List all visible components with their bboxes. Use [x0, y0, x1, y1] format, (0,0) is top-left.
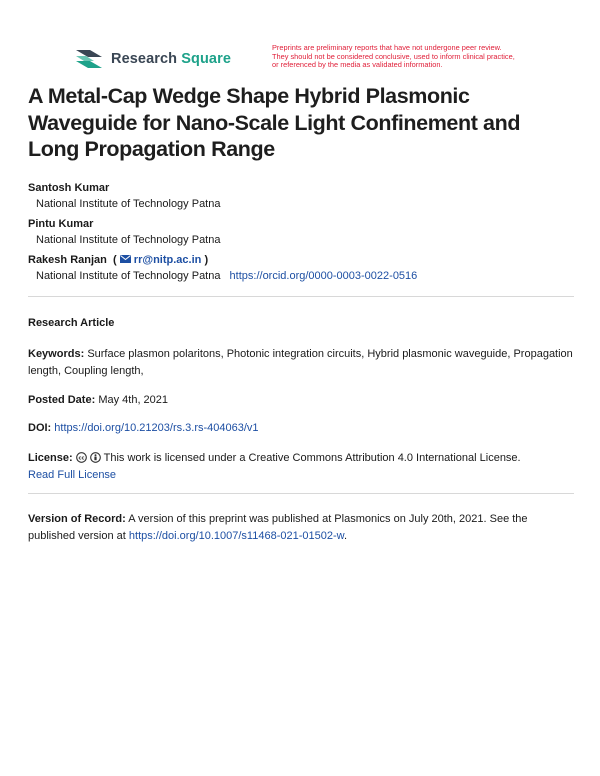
author-affiliation: National Institute of Technology Patna	[36, 198, 221, 210]
notice-line: They should not be considered conclusive, used to inform clinical practice,	[272, 51, 515, 61]
cc-icon	[76, 452, 87, 463]
brand-primary: Research	[111, 51, 178, 67]
paper-title: A Metal-Cap Wedge Shape Hybrid Plasmonic Waveguide for Nano-Scale Light Confinement and Long Propagation Range	[28, 84, 521, 161]
notice-line: or referenced by the media as validated information.	[272, 60, 443, 70]
posted-date	[28, 392, 574, 409]
keywords	[28, 346, 574, 380]
author-affiliation: National Institute of Technology Patna	[36, 234, 221, 246]
svg-text:cc: cc	[78, 455, 85, 462]
version-of-record-link[interactable]: https://doi.org/10.1007/s11468-021-01502-w	[128, 530, 344, 542]
author-affiliation-row	[28, 268, 578, 288]
research-square-logo[interactable]	[74, 48, 231, 70]
doi	[28, 420, 574, 437]
license-label: License:	[28, 452, 73, 464]
author-affiliation: National Institute of Technology Patna	[36, 270, 221, 282]
version-of-record-suffix: .	[343, 530, 348, 542]
paren-open: (	[109, 254, 117, 266]
divider	[28, 296, 574, 297]
author-name-with-email	[28, 252, 578, 268]
article-type-label: Research Article	[28, 317, 115, 329]
author-name: Pintu Kumar	[28, 218, 94, 230]
doi-link[interactable]: https://doi.org/10.21203/rs.3.rs-404063/v1	[54, 422, 259, 434]
notice-line: Preprints are preliminary reports that have not undergone peer review.	[272, 43, 502, 52]
paren-close: )	[204, 254, 209, 266]
orcid-link[interactable]: https://orcid.org/0000-0003-0022-0516	[229, 270, 418, 282]
author-email: rr@nitp.ac.in	[133, 254, 202, 266]
author-list	[28, 180, 578, 288]
article-type	[28, 315, 574, 332]
research-square-logo-icon	[74, 48, 104, 70]
version-of-record-text: A version of this preprint was published at Plasmonics on July 20th, 2021. See the published version at	[28, 513, 528, 542]
posted-date-label: Posted Date:	[28, 394, 96, 406]
preprint-notice	[272, 44, 572, 70]
envelope-icon	[120, 255, 131, 263]
keywords-value: Surface plasmon polaritons, Photonic integration circuits, Hybrid plasmonic waveguide, Propagation length, Coupling length,	[28, 348, 573, 377]
posted-date-value: May 4th, 2021	[98, 394, 169, 406]
divider	[28, 493, 574, 494]
header	[74, 44, 574, 76]
keywords-label: Keywords:	[28, 348, 85, 360]
doi-label: DOI:	[28, 422, 52, 434]
by-attribution-icon	[90, 452, 101, 463]
author-email-link[interactable]	[120, 254, 205, 266]
brand-secondary: Square	[181, 51, 231, 67]
version-of-record	[28, 511, 574, 545]
author-name: Santosh Kumar	[28, 182, 110, 194]
version-of-record-label: Version of Record:	[28, 513, 126, 525]
license	[28, 450, 574, 484]
author-name: Rakesh Ranjan	[28, 254, 107, 266]
read-full-license-link[interactable]: Read Full License	[28, 469, 117, 481]
license-text: This work is licensed under a Creative Commons Attribution 4.0 International License.	[103, 452, 521, 464]
brand-name	[111, 51, 231, 67]
